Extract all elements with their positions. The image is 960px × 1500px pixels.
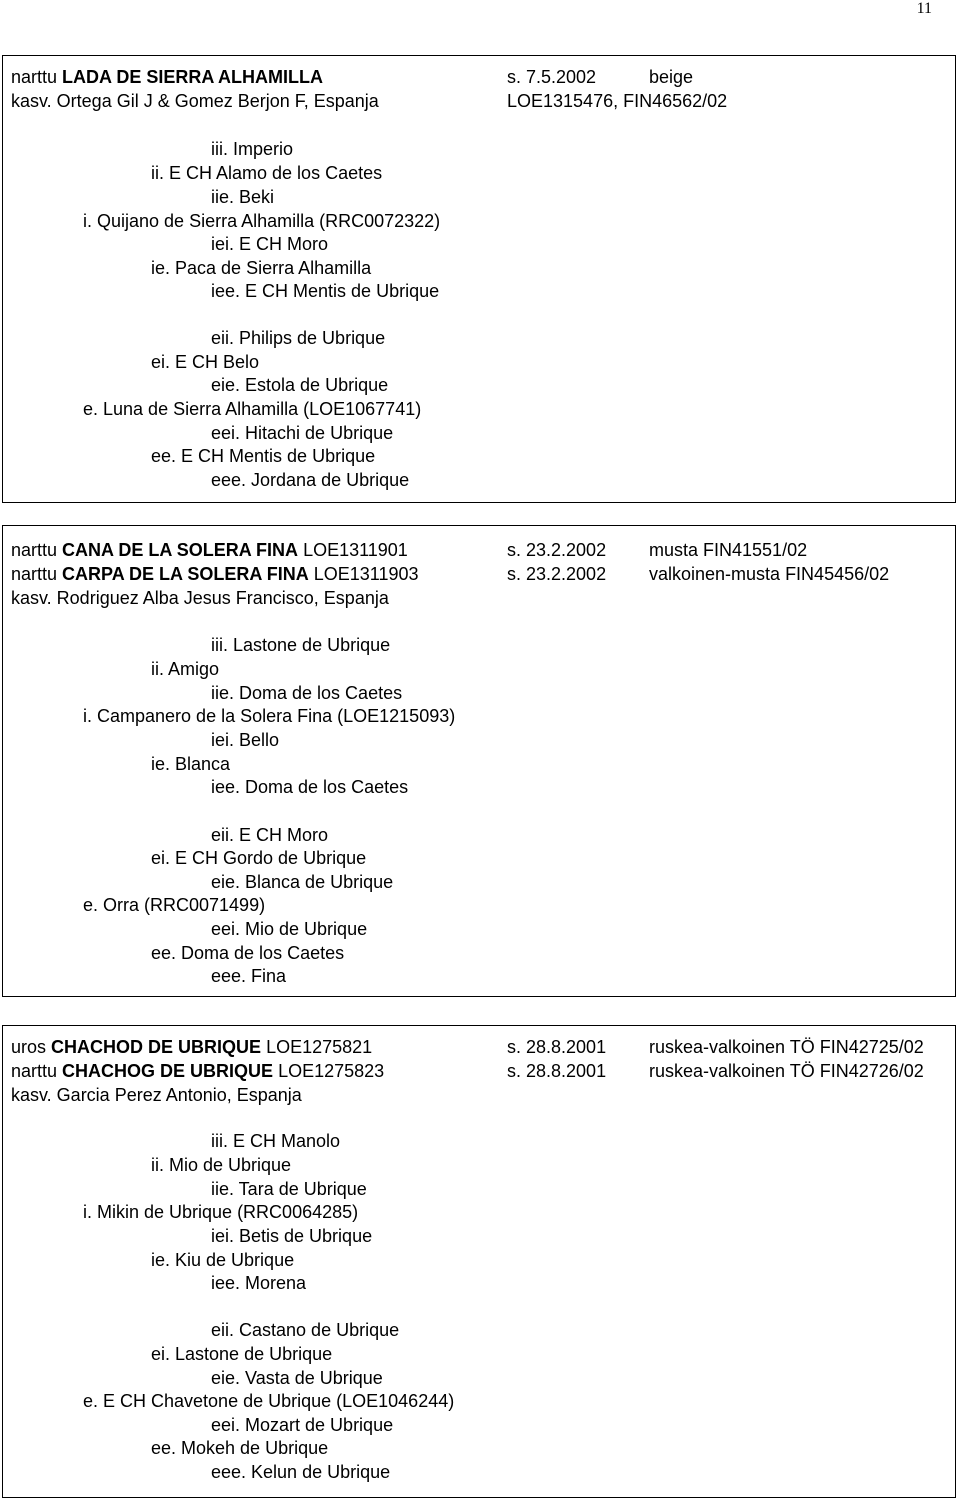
dog-name: CHACHOD DE UBRIQUE: [51, 1037, 262, 1057]
dog-identity: [11, 587, 389, 609]
pedigree-line: eii. Castano de Ubrique: [211, 1320, 400, 1340]
dog-sex-label: narttu: [11, 67, 58, 87]
header-row: [11, 1084, 955, 1106]
pedigree-line: ie. Paca de Sierra Alhamilla: [151, 258, 372, 278]
dog-sex-label: kasv. Rodriguez Alba Jesus Francisco, Espanja: [11, 588, 389, 608]
pedigree-line: iie. Tara de Ubrique: [211, 1179, 367, 1199]
pedigree-line: iee. Doma de los Caetes: [211, 777, 409, 797]
pedigree-line: iee. E CH Mentis de Ubrique: [211, 281, 440, 301]
pedigree-line: iie. Beki: [211, 187, 275, 207]
pedigree-line: eie. Estola de Ubrique: [211, 375, 389, 395]
dog-sex-label: kasv. Ortega Gil J & Gomez Berjon F, Espanja: [11, 91, 379, 111]
pedigree-line: ii. Amigo: [151, 659, 220, 679]
pedigree-line: ei. Lastone de Ubrique: [151, 1344, 333, 1364]
pedigree-line: i. Campanero de la Solera Fina (LOE1215093): [83, 706, 456, 726]
pedigree-line: iii. E CH Manolo: [211, 1131, 341, 1151]
color-and-registry: musta FIN41551/02: [649, 540, 808, 560]
pedigree-line: ee. E CH Mentis de Ubrique: [151, 446, 376, 466]
color-and-registry: valkoinen-musta FIN45456/02: [649, 564, 890, 584]
registration-number: LOE1275821: [266, 1037, 373, 1057]
header-row: [11, 66, 955, 88]
dog-identity: [11, 90, 379, 112]
pedigree-line: iii. Imperio: [211, 139, 294, 159]
header-row: [11, 587, 955, 609]
pedigree-line: e. Orra (RRC0071499): [83, 895, 266, 915]
birth-date: s. 28.8.2001: [507, 1061, 607, 1081]
litter-entry-solera-fina: [2, 525, 956, 997]
pedigree-line: eei. Hitachi de Ubrique: [211, 423, 394, 443]
dog-identity: [11, 563, 419, 585]
birth-date: s. 23.2.2002: [507, 540, 607, 560]
header-row: [11, 563, 955, 585]
pedigree-line: iii. Lastone de Ubrique: [211, 635, 391, 655]
pedigree-line: ie. Blanca: [151, 754, 231, 774]
pedigree-line: ei. E CH Gordo de Ubrique: [151, 848, 367, 868]
page-number: 11: [916, 0, 932, 17]
header-row: [11, 1060, 955, 1082]
dog-name: CHACHOG DE UBRIQUE: [62, 1061, 274, 1081]
birth-date: s. 7.5.2002: [507, 67, 597, 87]
dog-identity: [11, 66, 323, 88]
pedigree-line: iee. Morena: [211, 1273, 307, 1293]
pedigree-line: i. Mikin de Ubrique (RRC0064285): [83, 1202, 359, 1222]
pedigree-line: iei. Bello: [211, 730, 280, 750]
pedigree-line: eie. Blanca de Ubrique: [211, 872, 394, 892]
litter-entry-ubrique: [2, 1025, 956, 1498]
dog-identity: [11, 539, 408, 561]
dog-name: CANA DE LA SOLERA FINA: [62, 540, 299, 560]
pedigree-line: ee. Mokeh de Ubrique: [151, 1438, 329, 1458]
dog-identity: [11, 1060, 384, 1082]
birth-date: s. 28.8.2001: [507, 1037, 607, 1057]
dog-sex-label: kasv. Garcia Perez Antonio, Espanja: [11, 1085, 302, 1105]
pedigree-line: eee. Kelun de Ubrique: [211, 1462, 391, 1482]
dog-sex-label: uros: [11, 1037, 47, 1057]
pedigree-line: eei. Mio de Ubrique: [211, 919, 368, 939]
birth-date: LOE1315476, FIN46562/02: [507, 91, 728, 111]
pedigree-line: i. Quijano de Sierra Alhamilla (RRC0072322): [83, 211, 441, 231]
color-and-registry: beige: [649, 67, 694, 87]
pedigree-line: e. Luna de Sierra Alhamilla (LOE1067741): [83, 399, 422, 419]
pedigree-line: eee. Jordana de Ubrique: [211, 470, 410, 490]
header-row: [11, 90, 955, 112]
registration-number: LOE1275823: [278, 1061, 385, 1081]
pedigree-line: ee. Doma de los Caetes: [151, 943, 345, 963]
dog-identity: [11, 1084, 302, 1106]
pedigree-line: iei. E CH Moro: [211, 234, 329, 254]
litter-entry-lada: [2, 55, 956, 503]
pedigree-line: ei. E CH Belo: [151, 352, 260, 372]
registration-number: LOE1311903: [313, 564, 419, 584]
dog-sex-label: narttu: [11, 1061, 58, 1081]
color-and-registry: ruskea-valkoinen TÖ FIN42725/02: [649, 1037, 924, 1057]
pedigree-line: eei. Mozart de Ubrique: [211, 1415, 394, 1435]
pedigree-line: ii. Mio de Ubrique: [151, 1155, 292, 1175]
pedigree-line: ii. E CH Alamo de los Caetes: [151, 163, 383, 183]
dog-sex-label: narttu: [11, 564, 58, 584]
pedigree-line: iei. Betis de Ubrique: [211, 1226, 373, 1246]
pedigree-line: eii. E CH Moro: [211, 825, 329, 845]
birth-date: s. 23.2.2002: [507, 564, 607, 584]
color-and-registry: ruskea-valkoinen TÖ FIN42726/02: [649, 1061, 924, 1081]
pedigree-line: eii. Philips de Ubrique: [211, 328, 386, 348]
registration-number: LOE1311901: [303, 540, 408, 560]
dog-name: CARPA DE LA SOLERA FINA: [62, 564, 309, 584]
pedigree-line: e. E CH Chavetone de Ubrique (LOE1046244): [83, 1391, 455, 1411]
pedigree-line: eee. Fina: [211, 966, 287, 986]
dog-identity: [11, 1036, 372, 1058]
header-row: [11, 1036, 955, 1058]
pedigree-line: iie. Doma de los Caetes: [211, 683, 403, 703]
pedigree-line: eie. Vasta de Ubrique: [211, 1368, 383, 1388]
dog-sex-label: narttu: [11, 540, 58, 560]
pedigree-line: ie. Kiu de Ubrique: [151, 1250, 295, 1270]
dog-name: LADA DE SIERRA ALHAMILLA: [62, 67, 324, 87]
header-row: [11, 539, 955, 561]
